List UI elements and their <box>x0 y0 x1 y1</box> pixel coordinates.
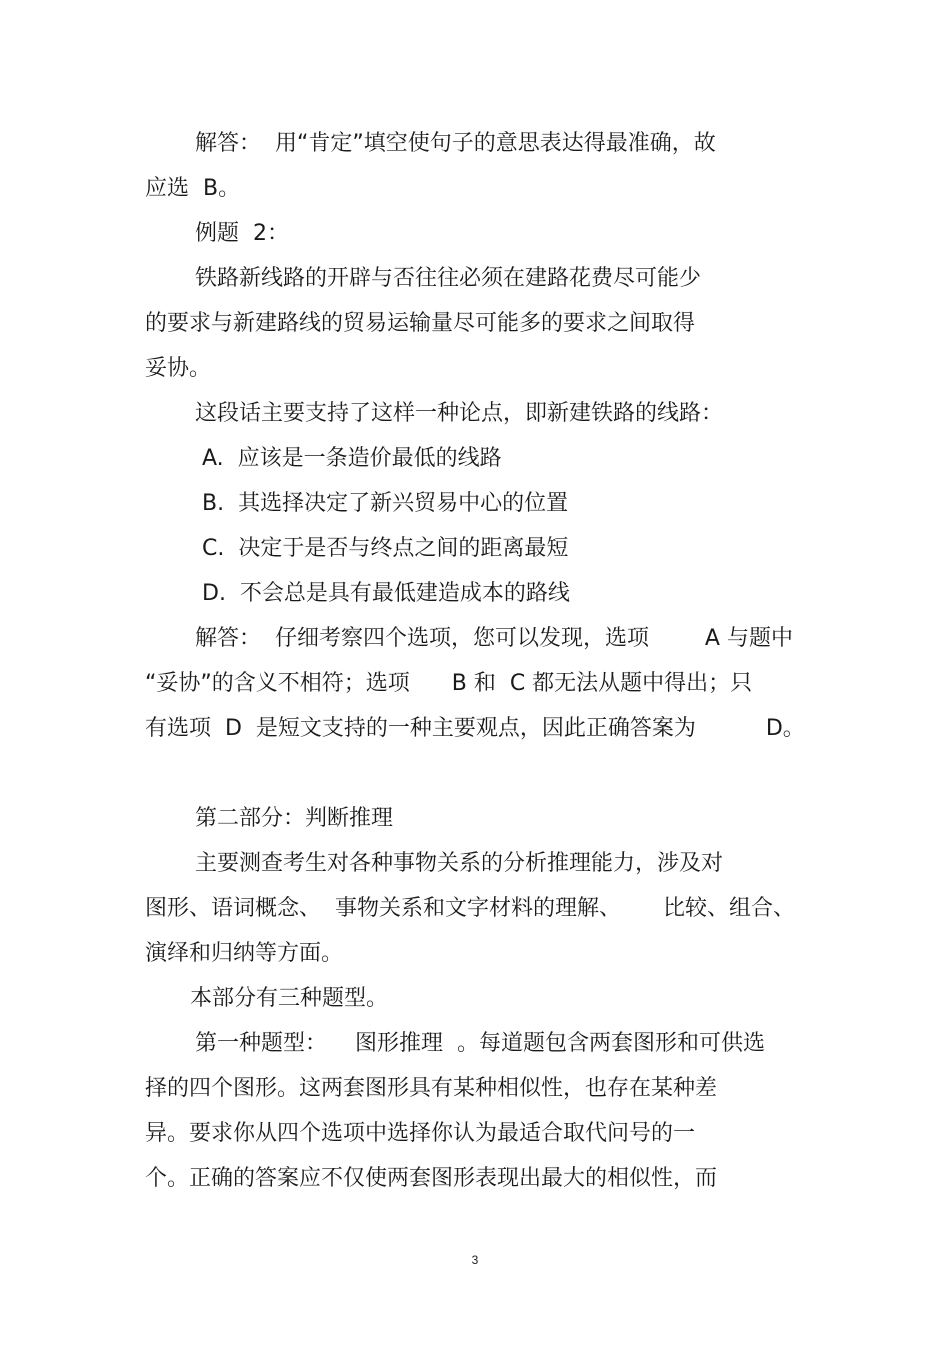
part2-intro-line1: 主要测查考生对各种事物关系的分析推理能力，涉及对 <box>195 851 724 876</box>
example2-answer-line1: 解答： 仔细考察四个选项，您可以发现，选项 A 与题中 <box>195 626 793 651</box>
part2-types-count: 本部分有三种题型。 <box>190 986 389 1011</box>
page-number: 3 <box>471 1253 479 1267</box>
part2-intro-line2: 图形、语词概念、 事物关系和文字材料的理解、 比较、组合、 <box>145 896 795 921</box>
part2-type1-line2: 择的四个图形。这两套图形具有某种相似性，也存在某种差 <box>145 1076 718 1101</box>
example2-passage-line1: 铁路新线路的开辟与否往往必须在建路花费尽可能少 <box>195 266 702 291</box>
example1-answer-line1: 解答： 用“肯定”填空使句子的意思表达得最准确，故 <box>195 131 716 156</box>
example2-option-b: B. 其选择决定了新兴贸易中心的位置 <box>202 491 569 516</box>
example2-title: 例题 2： <box>195 221 289 246</box>
example1-answer-line2: 应选 B。 <box>145 176 241 201</box>
example2-passage-line2: 的要求与新建路线的贸易运输量尽可能多的要求之间取得 <box>145 311 696 336</box>
part2-intro-line3: 演绎和归纳等方面。 <box>145 941 344 966</box>
part2-heading: 第二部分：判断推理 <box>195 806 394 831</box>
example2-answer-line3: 有选项 D 是短文支持的一种主要观点，因此正确答案为 D。 <box>145 716 805 741</box>
example2-option-c: C. 决定于是否与终点之间的距离最短 <box>202 536 569 561</box>
part2-type1-line3: 异。要求你从四个选项中选择你认为最适合取代问号的一 <box>145 1121 696 1146</box>
example2-option-a: A. 应该是一条造价最低的线路 <box>202 446 502 471</box>
part2-type1-line1: 第一种题型： 图形推理 。每道题包含两套图形和可供选 <box>195 1031 765 1056</box>
example2-passage-line3: 妥协。 <box>145 356 212 381</box>
example2-option-d: D. 不会总是具有最低建造成本的路线 <box>202 581 570 606</box>
example2-answer-line2: “妥协”的含义不相符；选项 B 和 C 都无法从题中得出；只 <box>145 671 753 696</box>
part2-type1-line4: 个。正确的答案应不仅使两套图形表现出最大的相似性，而 <box>145 1166 718 1191</box>
example2-question: 这段话主要支持了这样一种论点，即新建铁路的线路： <box>195 401 724 426</box>
